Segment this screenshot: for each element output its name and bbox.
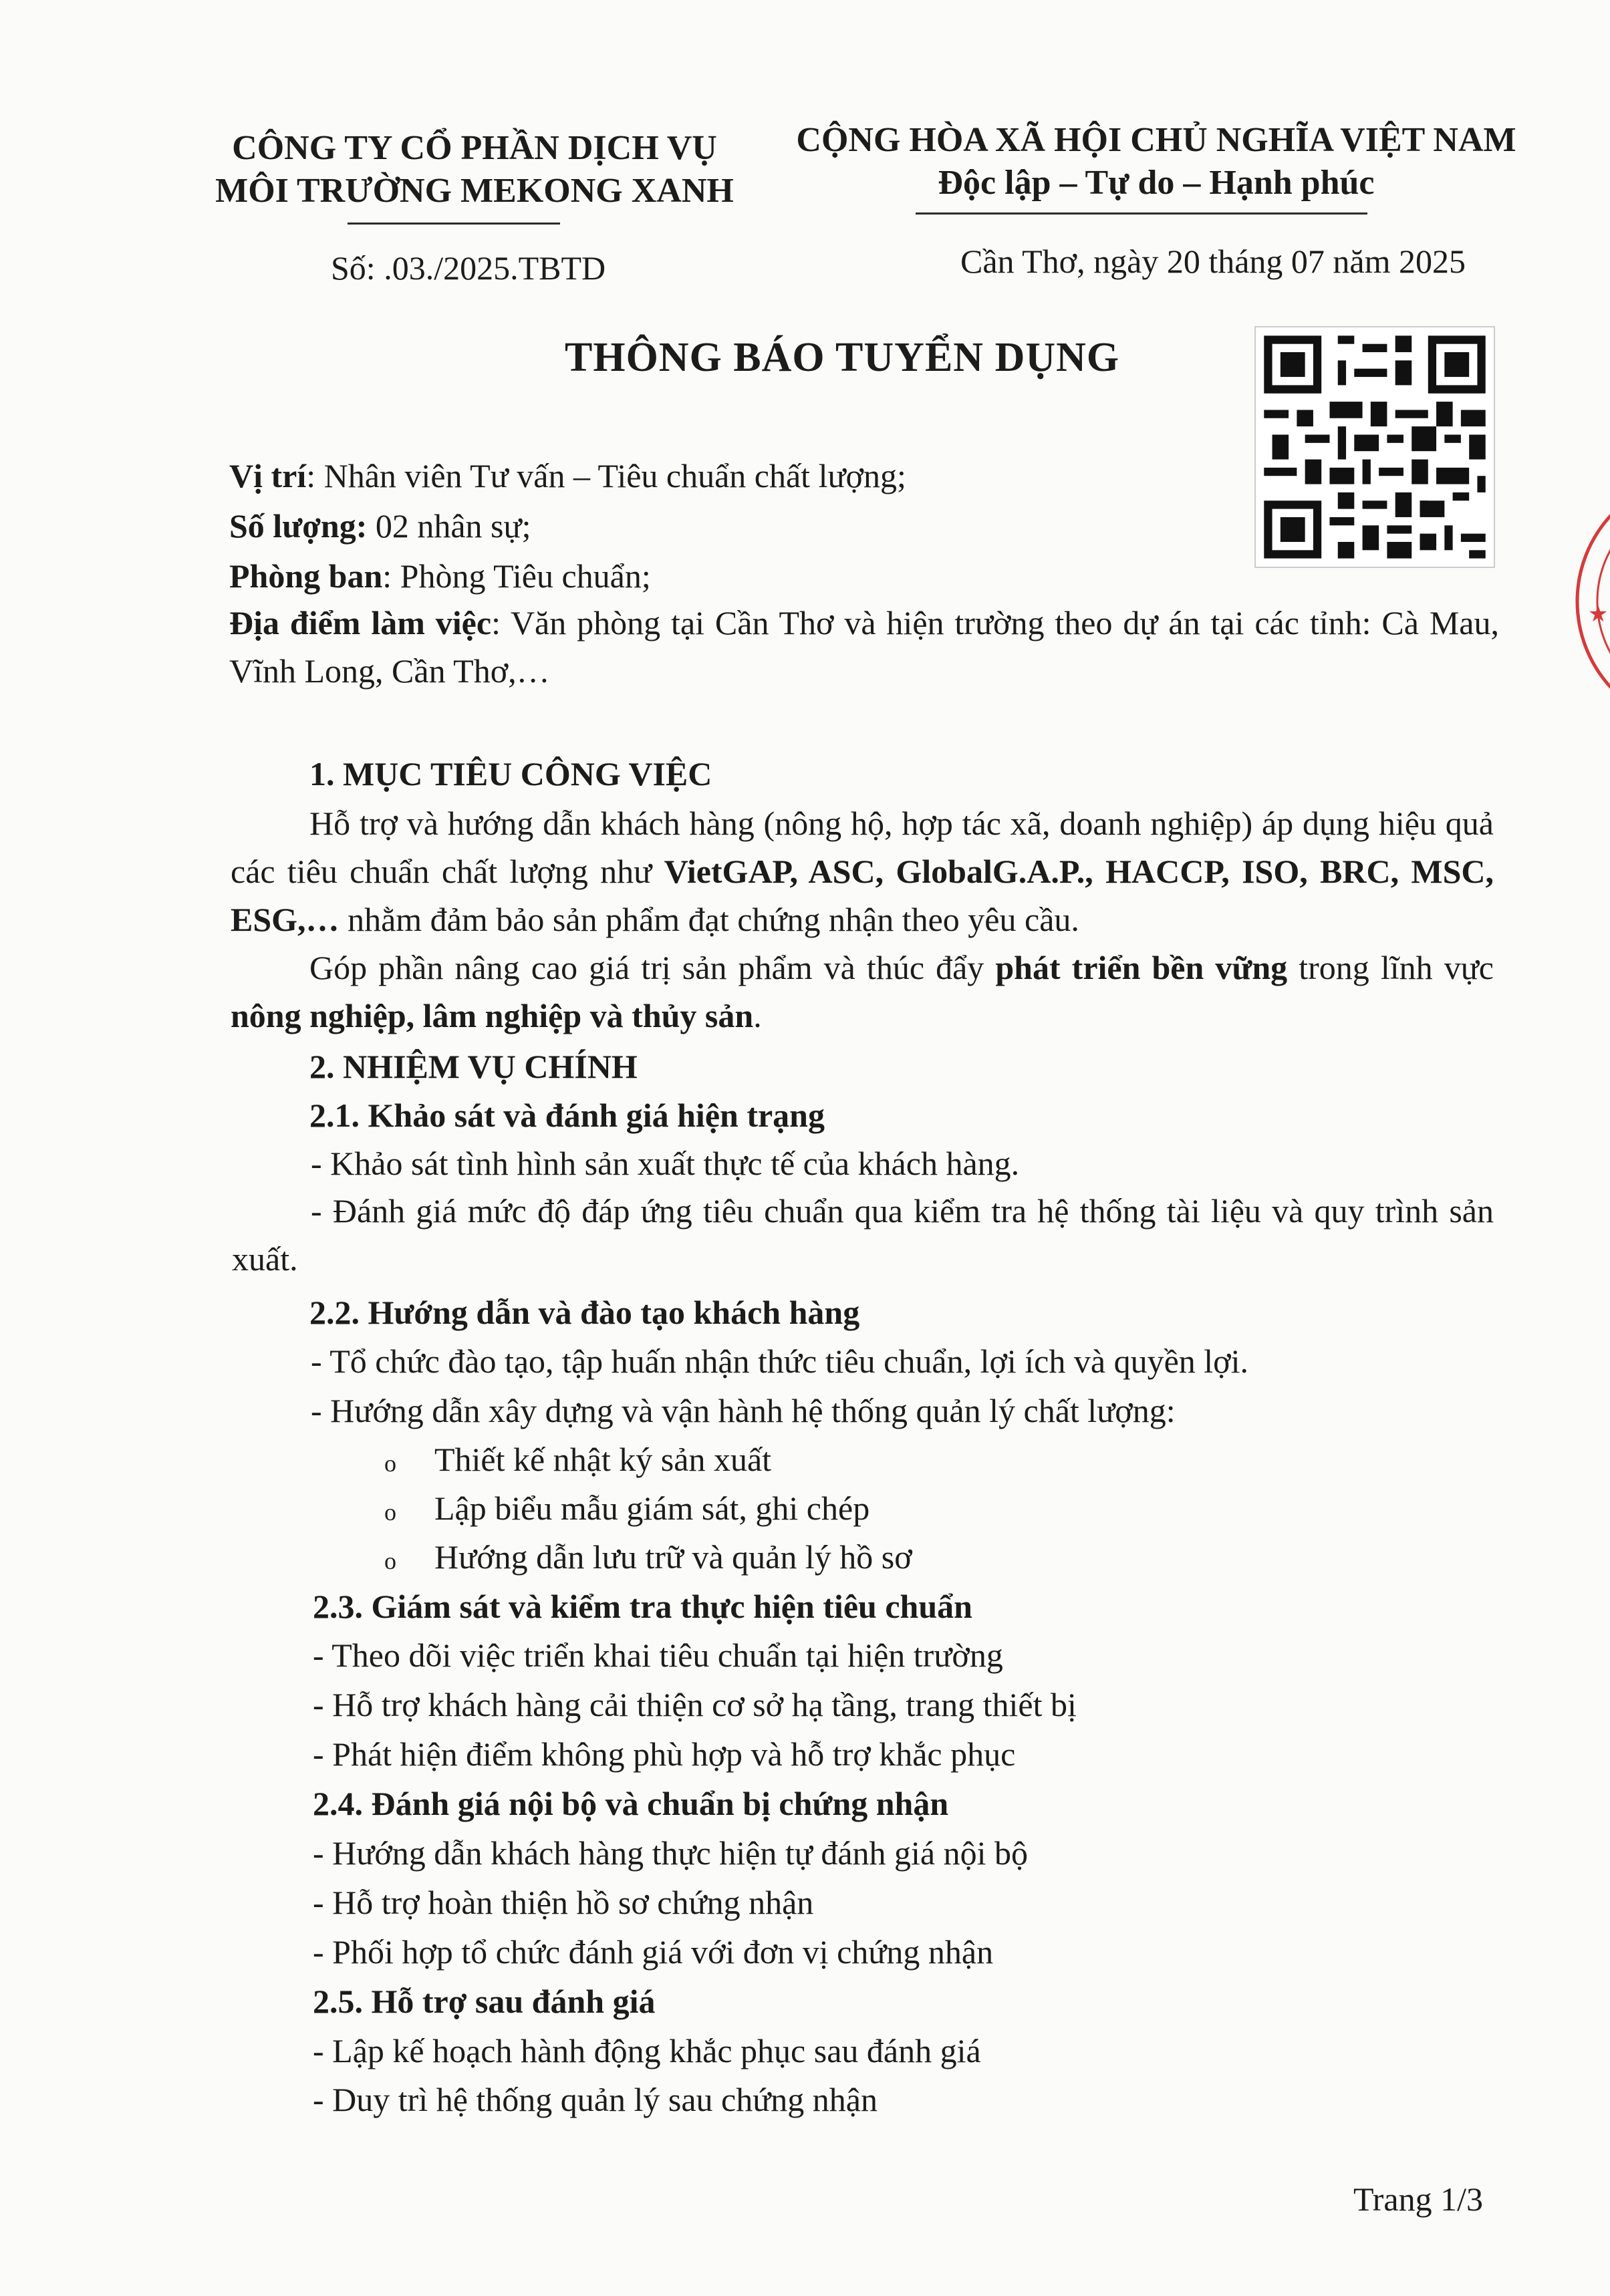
page-title: THÔNG BÁO TUYỂN DỤNG bbox=[565, 335, 1120, 380]
section1-p2-text: Góp phần nâng cao giá trị sản phẩm và thúc đẩy bbox=[309, 949, 996, 986]
subsection-2-4: 2.4. Đánh giá nội bộ và chuẩn bị chứng nhận bbox=[313, 1785, 949, 1822]
qr-code bbox=[1254, 326, 1495, 568]
company-underline bbox=[348, 223, 560, 225]
subsection-2-3: 2.3. Giám sát và kiểm tra thực hiện tiêu chuẩn bbox=[313, 1588, 972, 1625]
company-name bbox=[180, 127, 769, 212]
sub-list-item: Lập biểu mẫu giám sát, ghi chép bbox=[434, 1489, 870, 1527]
list-item: - Khảo sát tình hình sản xuất thực tế của khách hàng. bbox=[311, 1145, 1020, 1182]
bullet: o bbox=[384, 1450, 396, 1477]
national-title: CỘNG HÒA XÃ HỘI CHỦ NGHĨA VIỆT NAM bbox=[796, 121, 1516, 159]
document-number: Số: .03./2025.TBTD bbox=[331, 249, 606, 287]
list-item: - Lập kế hoạch hành động khắc phục sau đánh giá bbox=[313, 2032, 981, 2069]
info-position bbox=[229, 452, 906, 500]
qr-code-graphic bbox=[1256, 327, 1494, 567]
list-item: - Hướng dẫn xây dựng và vận hành hệ thống quản lý chất lượng: bbox=[311, 1392, 1176, 1429]
list-item: - Phối hợp tổ chức đánh giá với đơn vị chứng nhận bbox=[313, 1933, 994, 1971]
subsection-2-2: 2.2. Hướng dẫn và đào tạo khách hàng bbox=[309, 1294, 860, 1331]
standards-list: VietGAP, ASC, GlobalG.A.P., HACCP, ISO, BRC, MSC, ESG,… bbox=[231, 853, 1494, 938]
company-name-line2: MÔI TRƯỜNG MEKONG XANH bbox=[215, 172, 734, 210]
section1-p2-end: . bbox=[753, 997, 762, 1034]
sub-list-item: Hướng dẫn lưu trữ và quản lý hồ sơ bbox=[434, 1538, 912, 1576]
section2-heading: 2. NHIỆM VỤ CHÍNH bbox=[309, 1048, 638, 1085]
list-item: - Theo dõi việc triển khai tiêu chuẩn tại hiện trường bbox=[313, 1636, 1003, 1674]
list-item: - Hướng dẫn khách hàng thực hiện tự đánh giá nội bộ bbox=[313, 1834, 1028, 1872]
location-value: : Văn phòng tại Cần Thơ và hiện trường theo dự án tại các tỉnh: Cà Mau, Vĩnh Long, Cần Thơ,… bbox=[229, 604, 1499, 690]
list-item: - Hỗ trợ hoàn thiện hồ sơ chứng nhận bbox=[313, 1884, 814, 1921]
info-location bbox=[229, 599, 1499, 695]
position-label: Vị trí bbox=[229, 457, 307, 494]
page-number: Trang 1/3 bbox=[1353, 2180, 1484, 2218]
quantity-value: 02 nhân sự; bbox=[367, 507, 531, 545]
sub-list-item: Thiết kế nhật ký sản xuất bbox=[434, 1441, 772, 1478]
section1-p2-mid: trong lĩnh vực bbox=[1287, 949, 1494, 986]
list-item: - Duy trì hệ thống quản lý sau chứng nhận bbox=[313, 2081, 878, 2118]
company-stamp bbox=[1564, 494, 1610, 708]
list-item: - Hỗ trợ khách hàng cải thiện cơ sở hạ tầng, trang thiết bị bbox=[313, 1686, 1077, 1723]
bullet: o bbox=[384, 1548, 396, 1574]
national-header bbox=[769, 119, 1544, 204]
section1-p1-text: Hỗ trợ và hướng dẫn khách hàng (nông hộ, hợp tác xã, doanh nghiệp) áp dụng hiệu quả các tiêu chuẩn chất lượng như bbox=[231, 805, 1494, 890]
company-name-line1: CÔNG TY CỔ PHẦN DỊCH VỤ bbox=[232, 129, 717, 167]
info-quantity bbox=[229, 502, 531, 550]
document-date: Cần Thơ, ngày 20 tháng 07 năm 2025 bbox=[960, 243, 1466, 280]
sustainable-development: phát triển bền vững bbox=[995, 949, 1288, 986]
sectors: nông nghiệp, lâm nghiệp và thủy sản bbox=[231, 997, 754, 1034]
national-motto: Độc lập – Tự do – Hạnh phúc bbox=[938, 164, 1375, 202]
section1-paragraph1 bbox=[231, 799, 1494, 944]
motto-underline bbox=[916, 212, 1367, 214]
section1-paragraph2 bbox=[231, 944, 1494, 1040]
department-value: : Phòng Tiêu chuẩn; bbox=[382, 557, 651, 595]
position-value: : Nhân viên Tư vấn – Tiêu chuẩn chất lượng; bbox=[306, 457, 906, 494]
section1-p1-tail: nhằm đảm bảo sản phẩm đạt chứng nhận theo yêu cầu. bbox=[339, 901, 1079, 938]
location-label: Địa điểm làm việc bbox=[229, 604, 492, 641]
section1-heading: 1. MỤC TIÊU CÔNG VIỆC bbox=[309, 755, 712, 793]
list-item: - Đánh giá mức độ đáp ứng tiêu chuẩn qua kiểm tra hệ thống tài liệu và quy trình sản xuất. bbox=[232, 1192, 1494, 1278]
bullet: o bbox=[384, 1499, 396, 1526]
info-department bbox=[229, 552, 651, 600]
subsection-2-1: 2.1. Khảo sát và đánh giá hiện trạng bbox=[309, 1097, 825, 1134]
quantity-label: Số lượng: bbox=[229, 507, 368, 545]
department-label: Phòng ban bbox=[229, 557, 383, 595]
subsection-2-5: 2.5. Hỗ trợ sau đánh giá bbox=[313, 1983, 656, 2020]
svg-text:★: ★ bbox=[1588, 602, 1609, 627]
list-item: - Phát hiện điểm không phù hợp và hỗ trợ khắc phục bbox=[313, 1735, 1016, 1773]
list-item: - Tổ chức đào tạo, tập huấn nhận thức tiêu chuẩn, lợi ích và quyền lợi. bbox=[311, 1342, 1248, 1380]
